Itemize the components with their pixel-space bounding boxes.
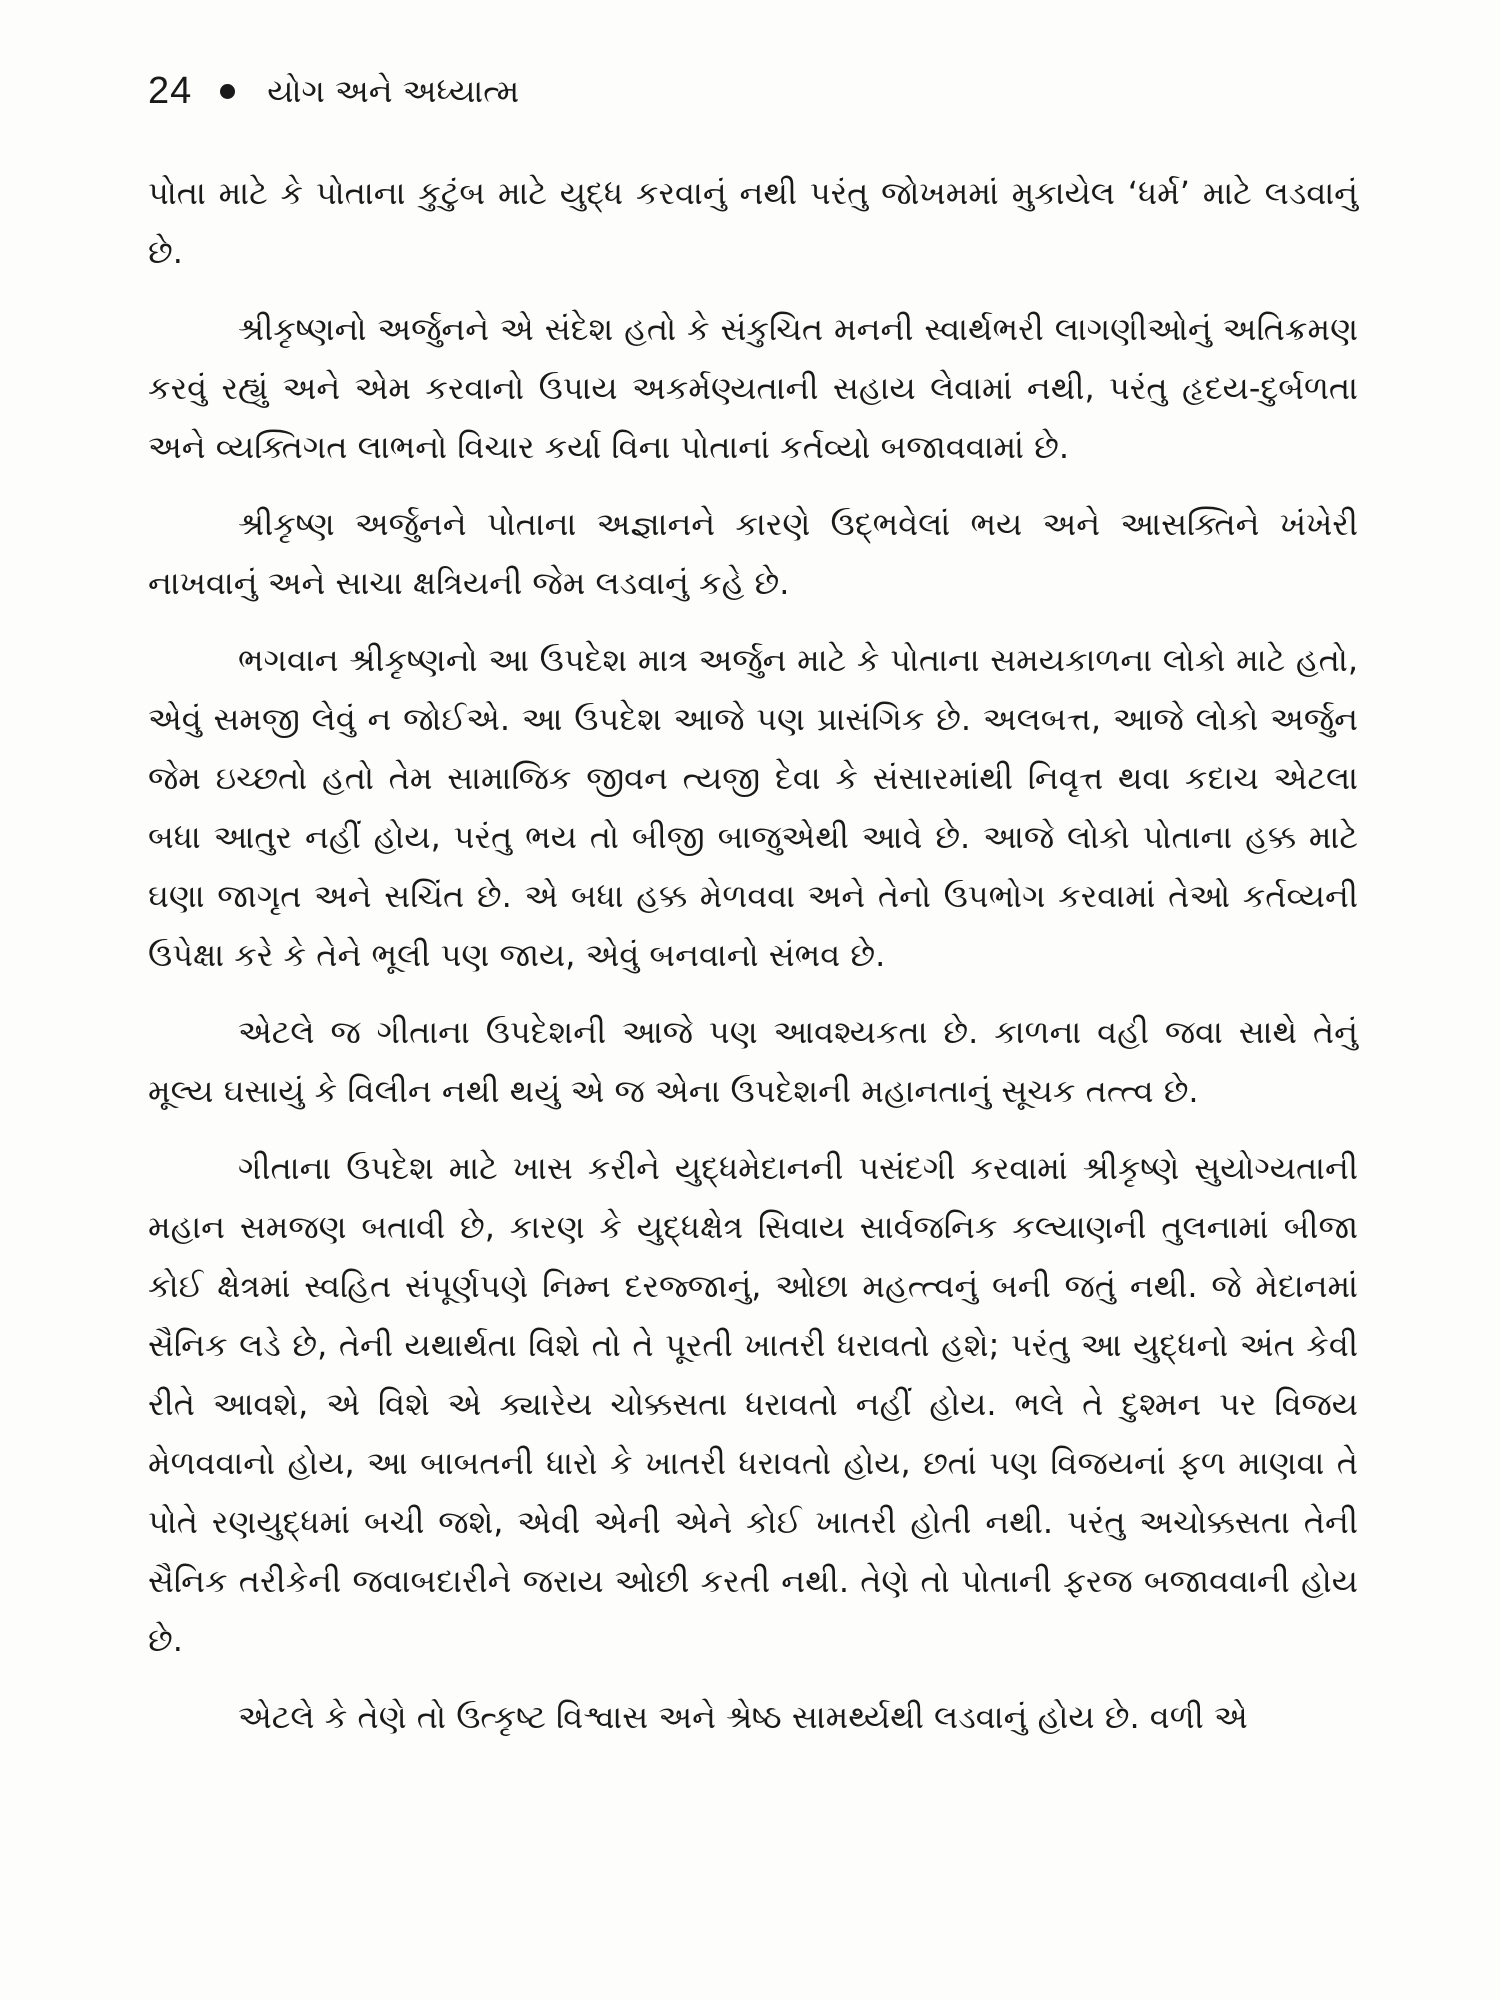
paragraph: ગીતાના ઉપદેશ માટે ખાસ કરીને યુદ્ધમેદાનની પસંદગી કરવામાં શ્રીકૃષ્ણે સુયોગ્યતાની મહાન સમજણ બતાવી છે, કારણ કે યુદ્ધક્ષેત્ર સિવાય સાર્વજનિક કલ્યાણની તુલનામાં બીજા કોઈ ક્ષેત્રમાં સ્વહિત સંપૂર્ણપણે નિમ્ન દરજ્જાનું, ઓછા મહત્ત્વનું બની જતું નથી. જે મેદાનમાં સૈનિક લડે છે, તેની યથાર્થતા વિશે તો તે પૂરતી ખાતરી ધરાવતો હશે; પરંતુ આ યુદ્ધનો અંત કેવી રીતે આવશે, એ વિશે એ ક્યારેય ચોક્કસતા ધરાવતો નહીં હોય. ભલે તે દુશ્મન પર વિજય મેળવવાનો હોય, આ બાબતની ધારો કે ખાતરી ધરાવતો હોય, છતાં પણ વિજયનાં ફળ માણવા તે પોતે રણયુદ્ધમાં બચી જશે, એવી એની એને કોઈ ખાતરી હોતી નથી. પરંતુ અચોક્કસતા તેની સૈનિક તરીકેની જવાબદારીને જરાય ઓછી કરતી નથી. તેણે તો પોતાની ફરજ બજાવવાની હોય છે. (148, 1149, 1358, 1659)
book-title: યોગ અને અધ્યાત્મ (267, 72, 520, 110)
page-body (148, 164, 1358, 1747)
bullet-separator (220, 84, 235, 99)
page-number: 24 (148, 70, 193, 112)
running-header (148, 66, 519, 116)
paragraph: શ્રીકૃષ્ણ અર્જુનને પોતાના અજ્ઞાનને કારણે ઉદ્ભવેલાં ભય અને આસક્તિને ખંખેરી નાખવાનું અને સાચા ક્ષત્રિયની જેમ લડવાનું કહે છે. (148, 505, 1358, 602)
paragraph-continuation: પોતા માટે કે પોતાના કુટુંબ માટે યુદ્ધ કરવાનું નથી પરંતુ જોખમમાં મુકાયેલ ‘ધર્મ’ માટે લડવાનું છે. (148, 174, 1358, 271)
paragraph: એટલે જ ગીતાના ઉપદેશની આજે પણ આવશ્યકતા છે. કાળના વહી જવા સાથે તેનું મૂલ્ય ઘસાયું કે વિલીન નથી થયું એ જ એના ઉપદેશની મહાનતાનું સૂચક તત્ત્વ છે. (148, 1013, 1358, 1110)
paragraph: ભગવાન શ્રીકૃષ્ણનો આ ઉપદેશ માત્ર અર્જુન માટે કે પોતાના સમયકાળના લોકો માટે હતો, એવું સમજી લેવું ન જોઈએ. આ ઉપદેશ આજે પણ પ્રાસંગિક છે. અલબત્ત, આજે લોકો અર્જુન જેમ ઇચ્છતો હતો તેમ સામાજિક જીવન ત્યજી દેવા કે સંસારમાંથી નિવૃત્ત થવા કદાચ એટલા બધા આતુર નહીં હોય, પરંતુ ભય તો બીજી બાજુએથી આવે છે. આજે લોકો પોતાના હક્ક માટે ઘણા જાગૃત અને સચિંત છે. એ બધા હક્ક મેળવવા અને તેનો ઉપભોગ કરવામાં તેઓ કર્તવ્યની ઉપેક્ષા કરે કે તેને ભૂલી પણ જાય, એવું બનવાનો સંભવ છે. (148, 641, 1358, 974)
paragraph: શ્રીકૃષ્ણનો અર્જુનને એ સંદેશ હતો કે સંકુચિત મનની સ્વાર્થભરી લાગણીઓનું અતિક્રમણ કરવું રહ્યું અને એમ કરવાનો ઉપાય અકર્મણ્યતાની સહાય લેવામાં નથી, પરંતુ હૃદય-દુર્બળતા અને વ્યક્તિગત લાભનો વિચાર કર્યા વિના પોતાનાં કર્તવ્યો બજાવવામાં છે. (148, 310, 1358, 466)
paragraph-last: એટલે કે તેણે તો ઉત્કૃષ્ટ વિશ્વાસ અને શ્રેષ્ઠ સામર્થ્યથી લડવાનું હોય છે. વળી એ (238, 1698, 1248, 1736)
